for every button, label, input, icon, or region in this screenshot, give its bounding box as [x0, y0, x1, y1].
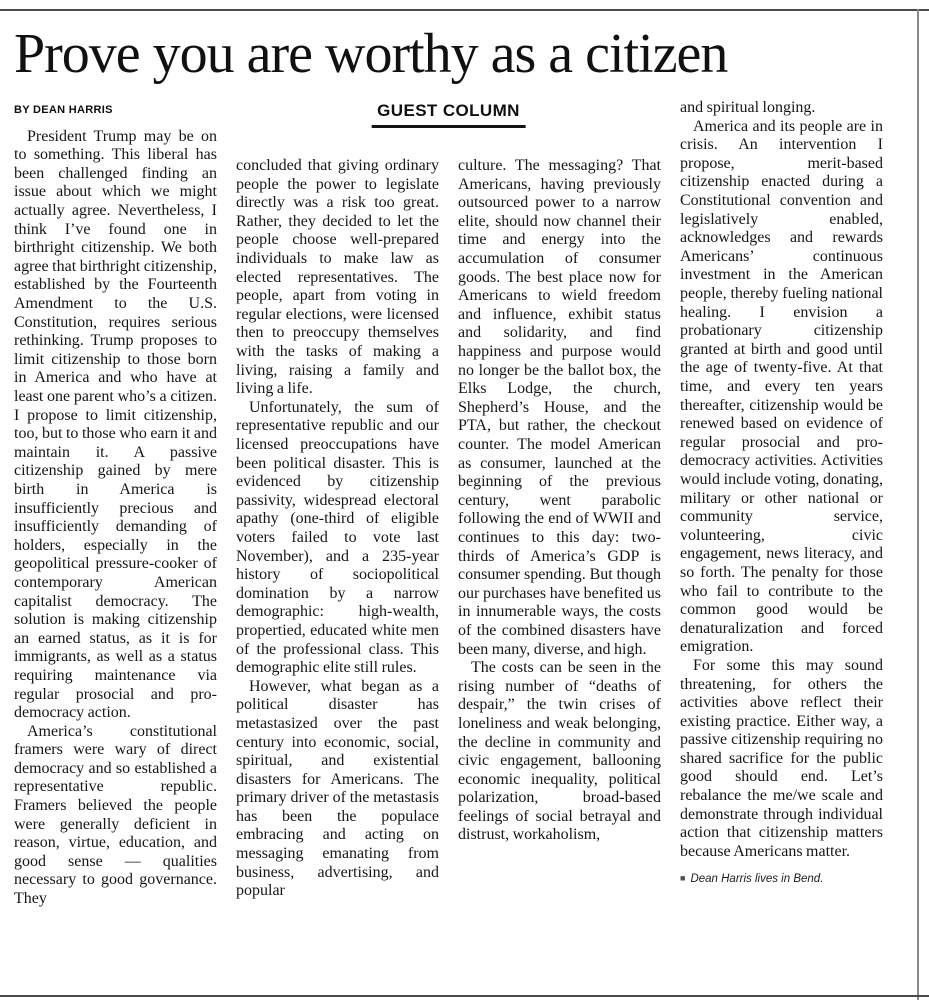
article-column-4	[680, 99, 883, 975]
author-tagline-text: Dean Harris lives in Bend.	[690, 873, 824, 886]
byline: BY DEAN HARRIS	[14, 104, 113, 117]
article-column-3	[458, 99, 661, 975]
article-column-1	[14, 99, 217, 975]
bottom-rule	[0, 995, 929, 997]
paragraph: For some this may sound threatening, for others the activities above reflect their existing practice. Either way, a passive citizenship requiring no shared sacrifice for the public good should end. Let’s rebalance the me/we scale and demonstrate through individual action that citizenship matters because Americans matter.	[680, 656, 883, 860]
paragraph: America and its people are in crisis. An intervention I propose, merit-based citizenship enacted during a Constitutional convention and legislatively enabled, acknowledges and rewards Americans’ continuous investment in the American people, thereby fueling national healing. I envision a probationary citizenship granted at birth and good until the age of twenty-five. At that time, and every ten years thereafter, citizenship would be renewed based on evidence of regular prosocial and pro-democracy activities. Activities would include voting, donating, military or other national or community service, volunteering, civic engagement, news literacy, and so forth. The penalty for those who fail to contribute to the common good would be denaturalization and forced emigration.	[680, 117, 883, 656]
article	[14, 23, 883, 975]
paragraph: However, what began as a political disaster has metastasized over the past century into economic, social, spiritual, and existential disasters for Americans. The primary driver of the metastasis has been the populace embracing and acting on messaging emanating from business, advertising, and popular	[236, 677, 439, 900]
top-rule	[0, 9, 929, 11]
paragraph: and spiritual longing.	[680, 99, 816, 117]
paragraph: The costs can be seen in the rising number of “deaths of despair,” the twin crises of loneliness and weak belonging, the decline in community and civic engagement, ballooning economic inequality, political polarization, broad-based feelings of social betrayal and distrust, workaholism,	[458, 659, 661, 844]
paragraph: President Trump may be on to something. This liberal has been challenged finding an issue about which we might actually agree. Nevertheless, I think I’ve found one in birthright citizenship. We both agree that birthright citizenship, established by the Fourteenth Amendment to the U.S. Constitution, requires serious rethinking. Trump proposes to limit citizenship to those born in America and who have at least one parent who’s a citizen. I propose to limit citizenship, too, but to those who earn it and maintain it. A passive citizenship gained by mere birth in America is insufficiently precious and insufficiently demanding of holders, especially in the geopolitical pressure-cooker of contemporary American capitalist democracy. The solution is making citizenship an earned status, as it is for immigrants, as well as a status requiring maintenance via regular prosocial and pro-democracy action.	[14, 127, 217, 722]
paragraph: concluded that giving ordinary people the power to legislate directly was a risk too great. Rather, they decided to let the people choose well-prepared individuals to make law as elected representatives. The people, apart from voting in regular elections, were licensed then to preoccupy themselves with the tasks of making a living, raising a family and living a life.	[236, 157, 439, 398]
paragraph: America’s constitutional framers were wary of direct democracy and so established a representative republic. Framers believed the people were generally deficient in reason, virtue, education, and good sense — qualities necessary to good governance. They	[14, 722, 217, 908]
article-columns	[14, 99, 883, 975]
article-headline: Prove you are worthy as a citizen	[14, 23, 728, 85]
right-column-rule	[917, 9, 919, 1000]
article-column-2	[236, 99, 439, 975]
square-bullet-icon: ■	[680, 873, 686, 884]
guest-column-kicker: GUEST COLUMN	[371, 101, 526, 128]
author-tagline	[680, 870, 883, 889]
paragraph: Unfortunately, the sum of representative republic and our licensed preoccupations have been political disaster. This is evidenced by citizenship passivity, widespread electoral apathy (one-third of eligible voters failed to vote last November), and a 235-year history of sociopolitical domination by a narrow demographic: high-wealth, propertied, educated white men of the professional class. This demographic elite still rules.	[236, 398, 439, 677]
paragraph: culture. The messaging? That Americans, having previously outsourced power to a narrow elite, should now channel their time and energy into the accumulation of consumer goods. The best place now for Americans to wield freedom and influence, exhibit status and solidarity, and find happiness and purpose would no longer be the ballot box, the Elks Lodge, the church, Shepherd’s House, and the PTA, but rather, the checkout counter. The model American as consumer, launched at the beginning of the previous century, went parabolic following the end of WWII and continues to this day: two-thirds of America’s GDP is consumer spending. But though our purchases have benefited us in innumerable ways, the costs of the combined disasters have been many, diverse, and high.	[458, 157, 661, 658]
